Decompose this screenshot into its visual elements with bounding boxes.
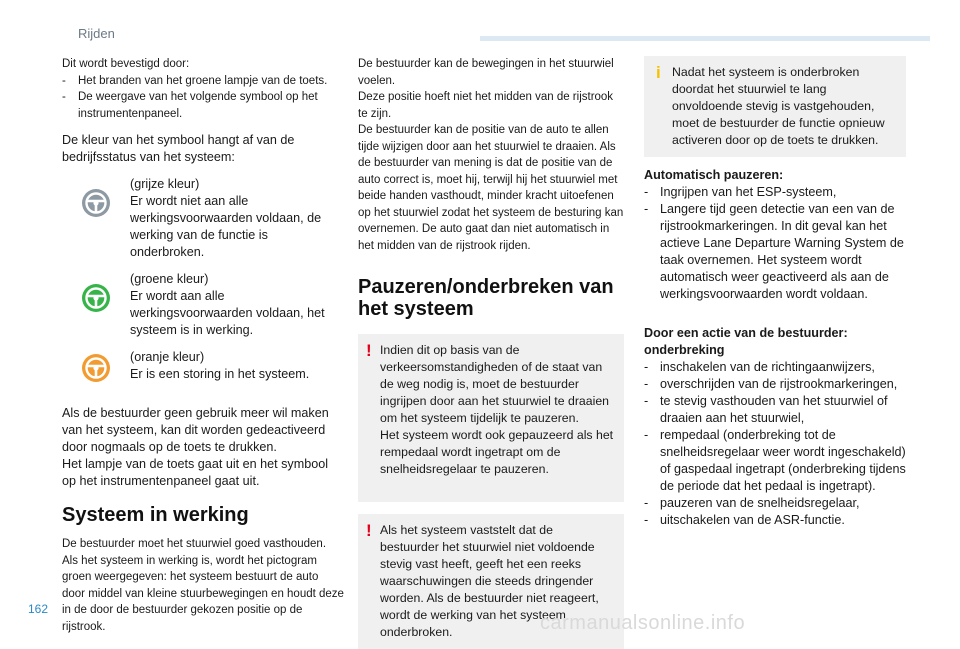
state-grey: [62, 176, 344, 261]
page-number: 162: [28, 602, 49, 616]
list-item: - inschakelen van de richtingaanwijzers,: [644, 360, 875, 374]
steering-wheel-orange-icon: [81, 353, 111, 383]
section-title-pauzeren: Pauzeren/onderbreken van het systeem: [358, 276, 614, 320]
warning-note-pause: ! Indien dit op basis van de verkeersomstandigheden of de staat van de weg nodig is, moet de bestuurder ingrijpen door aan het stuurwiel te draaien om het systeem tijdelijk te pauzeren. Het systeem wordt ook gepauzeerd als het rempedaal wordt ingetrapt om de snelheidsregelaar te pauzeren.: [358, 334, 624, 502]
state-label: (oranje kleur): [130, 350, 205, 364]
list-item: - Langere tijd geen detectie van een van de rijstrookmarkeringen. In dit geval kan het actieve Lane Departure Warning System de taak overnemen. Het systeem wordt automatisch weer geactiveerd als aan de werkingsvoorwaarden wordt voldaan.: [644, 202, 904, 301]
steering-wheel-green-icon: [81, 283, 111, 313]
list-item: - pauzeren van de snelheidsregelaar,: [644, 496, 860, 510]
steering-wheel-grey-icon: [81, 188, 111, 218]
warning-icon: !: [366, 521, 372, 540]
column-1: [62, 56, 344, 635]
steering-paragraphs: De bestuurder kan de bewegingen in het stuurwiel voelen. Deze positie hoeft niet het midden van de rijstrook te zijn. De bestuurder kan de positie van de auto te allen tijde wijzigen door aan het stuurwiel te draaien. Als de bestuurder van mening is dat de positie van de auto correct is, moet hij, terwijl hij het stuurwiel met beide handen vasthoudt, minder kracht uitoefenen op het stuurwiel zodat het systeem de besturing kan overnemen. De auto gaat dan niet automatisch in het midden van de rijstrook rijden.: [358, 58, 624, 252]
section-text: De bestuurder moet het stuurwiel goed vasthouden. Als het systeem in werking is, wordt het pictogram groen weergegeven: het systeem bestuurt de auto door middel van kleine stuurbewegingen en houdt deze in de door de bestuurder gekozen positie op de rijstrook.: [62, 538, 344, 633]
color-intro: De kleur van het symbool hangt af van de bedrijfsstatus van het systeem:: [62, 133, 295, 164]
column-2: [358, 56, 624, 649]
warning-icon: !: [366, 341, 372, 360]
state-text: Er wordt aan alle werkingsvoorwaarden voldaan, het systeem is in werking.: [130, 289, 325, 337]
state-label: (grijze kleur): [130, 177, 200, 191]
watermark: carmanualsonline.info: [540, 612, 746, 634]
list-item: - uitschakelen van de ASR-functie.: [644, 513, 845, 527]
list-item: - De weergave van het volgende symbool op het instrumentenpaneel.: [62, 91, 318, 120]
auto-pause-block: [644, 167, 906, 303]
disable-paragraph: Als de bestuurder geen gebruik meer wil maken van het systeem, kan dit worden gedeactiveerd door nogmaals op de toets te drukken. Het lampje van de toets gaat uit en het symbool op het instrumentenpaneel gaat uit.: [62, 406, 329, 488]
page-header-title: Rijden: [78, 26, 115, 41]
header-bar: [480, 36, 930, 41]
list-item: - Ingrijpen van het ESP-systeem,: [644, 185, 837, 199]
state-green: [62, 271, 344, 339]
list-item: - rempedaal (onderbreking tot de snelheidsregelaar weer wordt ingeschakeld) of gaspedaal ingetrapt (onderbreking tijdens de periode dat het pedaal is ingetrapt).: [644, 428, 906, 493]
state-text: Er is een storing in het systeem.: [130, 367, 310, 381]
info-note: i Nadat het systeem is onderbroken doordat het stuurwiel te lang onvoldoende stevig is vastgehouden, moet de bestuurder de functie opnieuw activeren door op de toets te drukken.: [644, 56, 906, 157]
driver-action-title: Door een actie van de bestuurder: onderbreking: [644, 326, 848, 357]
auto-pause-title: Automatisch pauzeren:: [644, 168, 784, 182]
confirm-block: [62, 56, 344, 122]
section-title-systeem-in-werking: Systeem in werking: [62, 504, 249, 526]
list-item: - te stevig vasthouden van het stuurwiel of draaien aan het stuurwiel,: [644, 394, 888, 425]
list-item: - Het branden van het groene lampje van de toets.: [62, 74, 328, 87]
state-text: Er wordt niet aan alle werkingsvoorwaarden voldaan, de werking van de functie is onderbroken.: [130, 194, 322, 259]
driver-action-block: [644, 325, 906, 529]
column-3: [644, 56, 906, 529]
confirm-intro: Dit wordt bevestigd door:: [62, 58, 190, 70]
list-item: - overschrijden van de rijstrookmarkeringen,: [644, 377, 898, 391]
state-orange: [62, 349, 344, 383]
warning-note-grip: ! Als het systeem vaststelt dat de bestuurder het stuurwiel niet voldoende stevig vast heeft, geeft het een reeks waarschuwingen die steeds dringender worden. Als de bestuurder niet reageert, wordt de werking van het systeem onderbroken.: [358, 514, 624, 649]
info-icon: i: [656, 63, 661, 82]
state-label: (groene kleur): [130, 272, 209, 286]
